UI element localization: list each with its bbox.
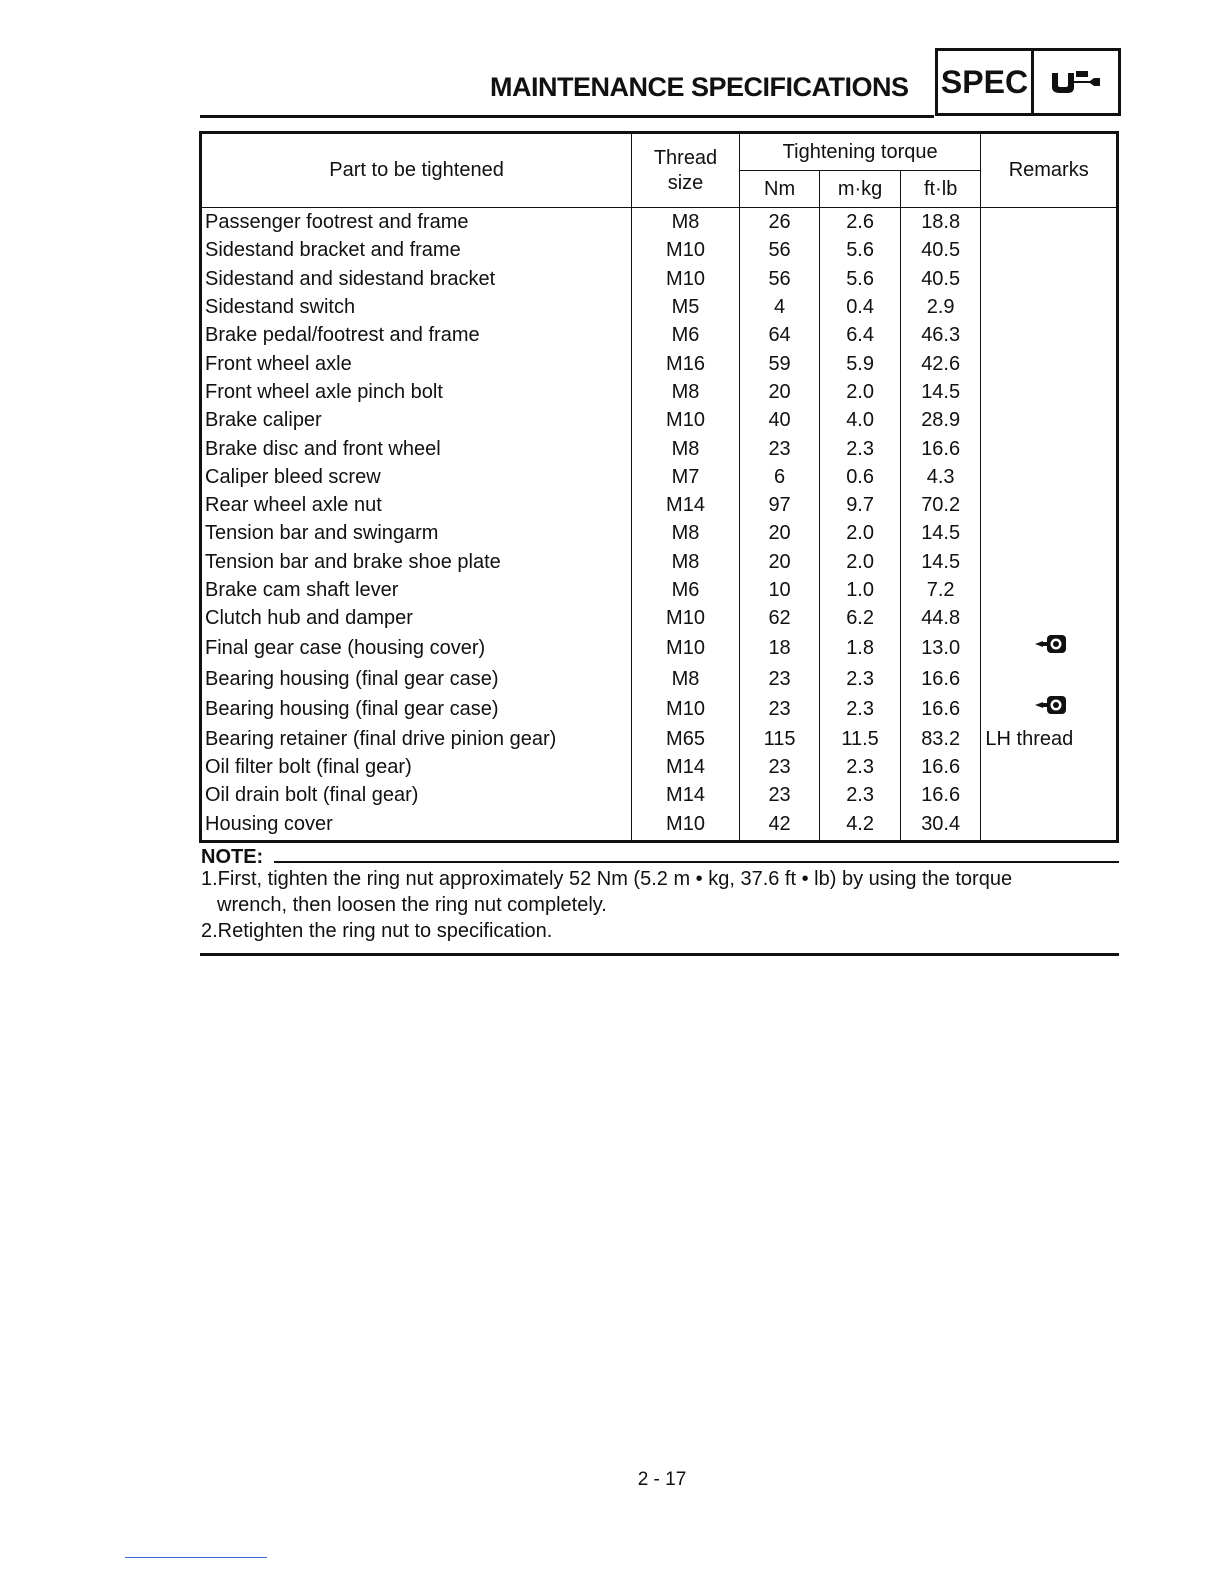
cell-remark <box>981 519 1118 547</box>
cell-nm: 10 <box>739 576 819 604</box>
note-bottom-rule <box>200 953 1119 956</box>
cell-mkg: 0.6 <box>820 463 901 491</box>
cell-thread: M14 <box>632 781 740 809</box>
cell-thread: M65 <box>632 725 740 753</box>
cell-ftlb: 40.5 <box>900 265 981 293</box>
cell-ftlb: 14.5 <box>900 548 981 576</box>
cell-nm: 42 <box>739 810 819 842</box>
cell-nm: 23 <box>739 693 819 725</box>
spec-badge-label: SPEC <box>938 51 1034 113</box>
cell-part: Brake caliper <box>201 406 632 434</box>
table-row <box>201 693 1118 725</box>
cell-nm: 23 <box>739 664 819 692</box>
cell-thread: M10 <box>632 632 740 664</box>
cell-mkg: 2.3 <box>820 693 901 725</box>
cell-part: Oil filter bolt (final gear) <box>201 753 632 781</box>
note-rule <box>274 861 1119 863</box>
cell-remark <box>981 576 1118 604</box>
torque-spec-table <box>199 131 1119 843</box>
cell-part: Passenger footrest and frame <box>201 208 632 237</box>
cell-remark <box>981 810 1118 842</box>
cell-thread: M14 <box>632 753 740 781</box>
cell-nm: 20 <box>739 378 819 406</box>
cell-part: Tension bar and swingarm <box>201 519 632 547</box>
table-row <box>201 725 1118 753</box>
cell-thread: M10 <box>632 406 740 434</box>
cell-mkg: 11.5 <box>820 725 901 753</box>
cell-nm: 20 <box>739 519 819 547</box>
cell-remark <box>981 349 1118 377</box>
cell-thread: M6 <box>632 576 740 604</box>
cell-thread: M10 <box>632 604 740 632</box>
cell-mkg: 2.3 <box>820 434 901 462</box>
cell-thread: M10 <box>632 236 740 264</box>
cell-part: Housing cover <box>201 810 632 842</box>
cell-thread: M16 <box>632 349 740 377</box>
cell-nm: 64 <box>739 321 819 349</box>
cell-ftlb: 16.6 <box>900 434 981 462</box>
cell-mkg: 5.6 <box>820 265 901 293</box>
cell-mkg: 2.3 <box>820 664 901 692</box>
page-title: MAINTENANCE SPECIFICATIONS <box>490 72 909 102</box>
table-row <box>201 781 1118 809</box>
cell-nm: 62 <box>739 604 819 632</box>
cell-mkg: 1.8 <box>820 632 901 664</box>
cell-nm: 23 <box>739 753 819 781</box>
cell-part: Final gear case (housing cover) <box>201 632 632 664</box>
torque-spec-rows <box>201 208 1118 842</box>
cell-mkg: 1.0 <box>820 576 901 604</box>
cell-ftlb: 16.6 <box>900 781 981 809</box>
spec-badge <box>935 48 1121 116</box>
cell-ftlb: 14.5 <box>900 519 981 547</box>
table-row <box>201 293 1118 321</box>
cell-nm: 97 <box>739 491 819 519</box>
cell-nm: 18 <box>739 632 819 664</box>
note-item-1 <box>201 866 1131 918</box>
cell-ftlb: 42.6 <box>900 349 981 377</box>
cell-remark <box>981 604 1118 632</box>
table-row <box>201 321 1118 349</box>
cell-thread: M10 <box>632 693 740 725</box>
cell-mkg: 2.3 <box>820 753 901 781</box>
table-row <box>201 434 1118 462</box>
table-row <box>201 491 1118 519</box>
cell-nm: 23 <box>739 781 819 809</box>
table-row <box>201 604 1118 632</box>
cell-part: Brake cam shaft lever <box>201 576 632 604</box>
header-thread-label: Thread size <box>653 146 718 194</box>
table-row <box>201 406 1118 434</box>
cell-part: Front wheel axle pinch bolt <box>201 378 632 406</box>
cell-part: Brake pedal/footrest and frame <box>201 321 632 349</box>
cell-part: Sidestand switch <box>201 293 632 321</box>
cell-ftlb: 13.0 <box>900 632 981 664</box>
cell-ftlb: 16.6 <box>900 753 981 781</box>
cell-part: Bearing housing (final gear case) <box>201 693 632 725</box>
cell-nm: 20 <box>739 548 819 576</box>
cell-part: Clutch hub and damper <box>201 604 632 632</box>
cell-remark <box>981 406 1118 434</box>
table-row <box>201 265 1118 293</box>
cell-nm: 40 <box>739 406 819 434</box>
cell-nm: 23 <box>739 434 819 462</box>
cell-remark <box>981 463 1118 491</box>
table-row <box>201 378 1118 406</box>
cell-remark <box>981 548 1118 576</box>
cell-remark: LH thread <box>981 725 1118 753</box>
cell-thread: M8 <box>632 519 740 547</box>
header-ftlb: ft·lb <box>900 171 981 208</box>
locktite-icon <box>1033 632 1069 664</box>
cell-mkg: 4.2 <box>820 810 901 842</box>
cell-mkg: 2.0 <box>820 519 901 547</box>
table-row <box>201 519 1118 547</box>
cell-part: Caliper bleed screw <box>201 463 632 491</box>
cell-thread: M8 <box>632 434 740 462</box>
cell-part: Tension bar and brake shoe plate <box>201 548 632 576</box>
cell-remark <box>981 378 1118 406</box>
header-torque-group: Tightening torque <box>739 133 981 171</box>
cell-remark <box>981 491 1118 519</box>
cell-thread: M10 <box>632 810 740 842</box>
cell-thread: M8 <box>632 378 740 406</box>
cell-ftlb: 4.3 <box>900 463 981 491</box>
header-thread <box>632 133 740 208</box>
cell-remark <box>981 208 1118 237</box>
header-remarks: Remarks <box>981 133 1118 208</box>
cell-ftlb: 83.2 <box>900 725 981 753</box>
cell-ftlb: 40.5 <box>900 236 981 264</box>
note-item-1-line-1: 1.First, tighten the ring nut approximately 52 Nm (5.2 m • kg, 37.6 ft • lb) by using the torque <box>201 868 1013 890</box>
cell-ftlb: 44.8 <box>900 604 981 632</box>
cell-remark <box>981 693 1118 725</box>
cell-ftlb: 7.2 <box>900 576 981 604</box>
cell-thread: M8 <box>632 664 740 692</box>
cell-nm: 56 <box>739 236 819 264</box>
cell-remark <box>981 321 1118 349</box>
note-item-2: 2.Retighten the ring nut to specification. <box>201 920 553 942</box>
table-row <box>201 208 1118 237</box>
note-item-1-line-2: wrench, then loosen the ring nut completely. <box>217 894 607 916</box>
cell-remark <box>981 664 1118 692</box>
cell-mkg: 5.6 <box>820 236 901 264</box>
note-label: NOTE: <box>201 846 264 868</box>
cell-part: Sidestand and sidestand bracket <box>201 265 632 293</box>
cell-remark <box>981 236 1118 264</box>
table-row <box>201 753 1118 781</box>
table-row <box>201 664 1118 692</box>
cell-thread: M7 <box>632 463 740 491</box>
cell-nm: 26 <box>739 208 819 237</box>
cell-mkg: 2.3 <box>820 781 901 809</box>
cell-ftlb: 30.4 <box>900 810 981 842</box>
cell-thread: M14 <box>632 491 740 519</box>
table-row <box>201 810 1118 842</box>
cell-nm: 4 <box>739 293 819 321</box>
cell-ftlb: 16.6 <box>900 664 981 692</box>
cell-ftlb: 28.9 <box>900 406 981 434</box>
cell-remark <box>981 434 1118 462</box>
cell-mkg: 4.0 <box>820 406 901 434</box>
cell-part: Front wheel axle <box>201 349 632 377</box>
cell-mkg: 9.7 <box>820 491 901 519</box>
cell-mkg: 2.0 <box>820 548 901 576</box>
cell-mkg: 6.2 <box>820 604 901 632</box>
cell-ftlb: 14.5 <box>900 378 981 406</box>
table-row <box>201 349 1118 377</box>
cell-part: Brake disc and front wheel <box>201 434 632 462</box>
page-number: 2 - 17 <box>637 1469 687 1490</box>
table-row <box>201 463 1118 491</box>
cell-part: Rear wheel axle nut <box>201 491 632 519</box>
cell-nm: 6 <box>739 463 819 491</box>
cell-part: Sidestand bracket and frame <box>201 236 632 264</box>
cell-ftlb: 16.6 <box>900 693 981 725</box>
cell-mkg: 5.9 <box>820 349 901 377</box>
table-row <box>201 236 1118 264</box>
cell-thread: M5 <box>632 293 740 321</box>
cell-remark <box>981 753 1118 781</box>
cell-mkg: 6.4 <box>820 321 901 349</box>
cell-remark <box>981 265 1118 293</box>
cell-remark <box>981 293 1118 321</box>
cell-part: Bearing housing (final gear case) <box>201 664 632 692</box>
cell-ftlb: 18.8 <box>900 208 981 237</box>
cell-remark <box>981 632 1118 664</box>
title-underline <box>200 115 934 118</box>
cell-nm: 56 <box>739 265 819 293</box>
cell-remark <box>981 781 1118 809</box>
locktite-icon <box>1033 693 1069 725</box>
header-part: Part to be tightened <box>201 133 632 208</box>
cell-thread: M6 <box>632 321 740 349</box>
table-row <box>201 576 1118 604</box>
table-row <box>201 632 1118 664</box>
header-nm: Nm <box>739 171 819 208</box>
cell-mkg: 0.4 <box>820 293 901 321</box>
cell-nm: 115 <box>739 725 819 753</box>
cell-part: Oil drain bolt (final gear) <box>201 781 632 809</box>
cell-ftlb: 2.9 <box>900 293 981 321</box>
cell-ftlb: 46.3 <box>900 321 981 349</box>
cell-ftlb: 70.2 <box>900 491 981 519</box>
cell-mkg: 2.6 <box>820 208 901 237</box>
cell-thread: M8 <box>632 548 740 576</box>
cell-nm: 59 <box>739 349 819 377</box>
cell-thread: M10 <box>632 265 740 293</box>
table-row <box>201 548 1118 576</box>
wrench-icon <box>1034 51 1118 113</box>
header-mkg: m·kg <box>820 171 901 208</box>
cell-thread: M8 <box>632 208 740 237</box>
cell-mkg: 2.0 <box>820 378 901 406</box>
footer-line <box>125 1557 267 1558</box>
cell-part: Bearing retainer (final drive pinion gear) <box>201 725 632 753</box>
